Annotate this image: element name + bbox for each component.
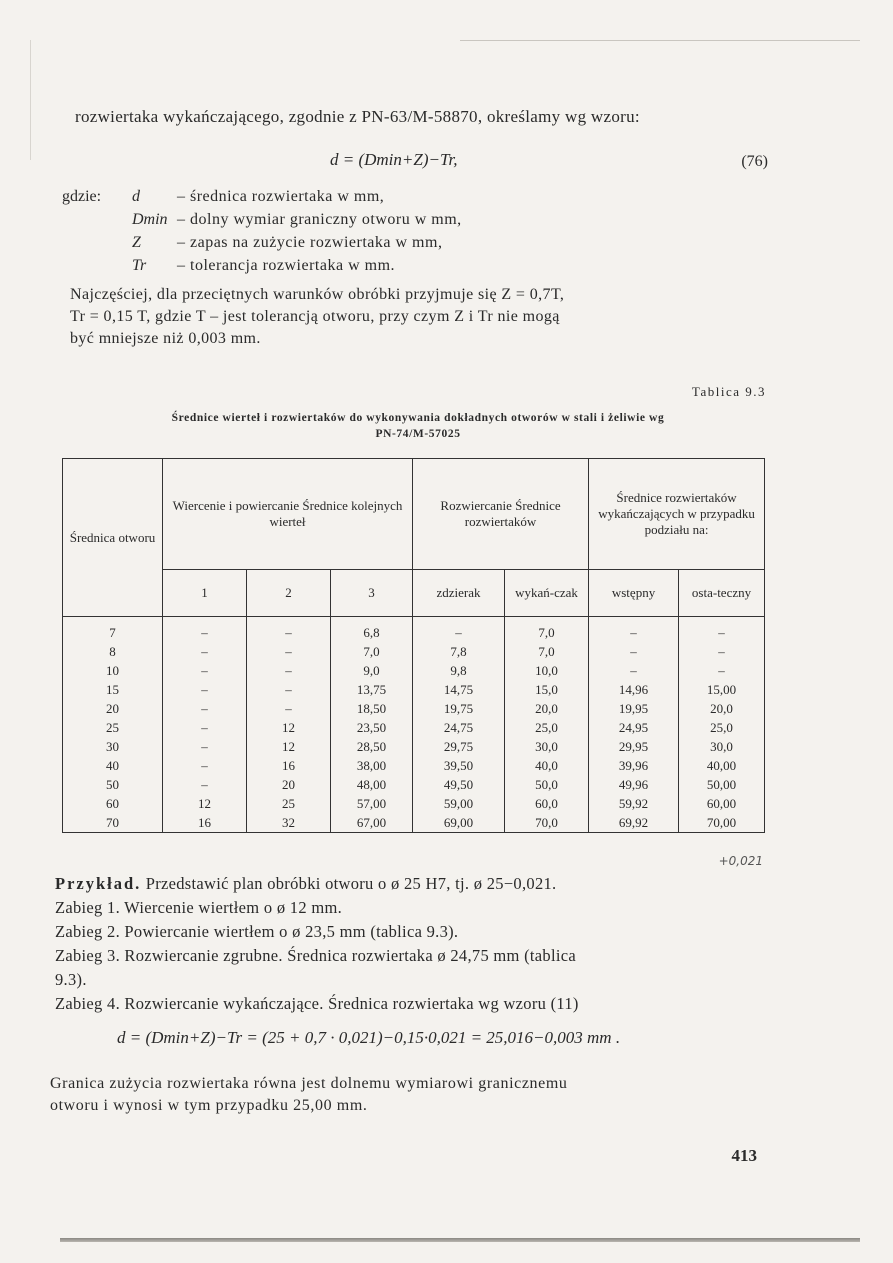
definition-text: – zapas na zużycie rozwiertaka w mm, — [177, 234, 443, 251]
drill-reamer-table — [62, 458, 765, 833]
table-title — [68, 410, 768, 442]
table-cell: 70,00 — [679, 813, 765, 833]
table-row — [63, 737, 765, 756]
table-cell: 14,75 — [413, 680, 505, 699]
table-cell: 30,0 — [505, 737, 589, 756]
table-cell: 14,96 — [589, 680, 679, 699]
example-line-1 — [55, 872, 775, 896]
table-row — [63, 642, 765, 661]
table-cell: – — [247, 617, 331, 643]
table-row — [63, 775, 765, 794]
table-cell: 29,75 — [413, 737, 505, 756]
paragraph-line: być mniejsze niż 0,003 mm. — [70, 330, 261, 347]
table-cell: 25,0 — [679, 718, 765, 737]
table-title-line: Średnice wierteł i rozwiertaków do wykonywania dokładnych otworów w stali i żeliwie wg — [171, 412, 665, 424]
table-cell: 30,0 — [679, 737, 765, 756]
table-cell: 8 — [63, 642, 163, 661]
body-paragraph — [70, 284, 790, 350]
table-cell: 16 — [163, 813, 247, 833]
table-cell: – — [163, 775, 247, 794]
table-cell: 59,92 — [589, 794, 679, 813]
definitions-list — [62, 188, 462, 280]
table-cell: 50,00 — [679, 775, 765, 794]
header-drilling: Wiercenie i powiercanie Średnice kolejnych wierteł — [163, 459, 413, 570]
table-cell: 6,8 — [331, 617, 413, 643]
table-cell: 38,00 — [331, 756, 413, 775]
table-cell: 30 — [63, 737, 163, 756]
example-heading: Przykład. — [55, 874, 142, 893]
table-cell: 9,0 — [331, 661, 413, 680]
definition-symbol: Tr — [132, 257, 147, 274]
table-cell: 20,0 — [679, 699, 765, 718]
table-cell: 7,0 — [505, 642, 589, 661]
table-cell: 50 — [63, 775, 163, 794]
subheader-initial: wstępny — [589, 570, 679, 617]
table-cell: 15,00 — [679, 680, 765, 699]
definition-label: gdzie: — [62, 188, 102, 205]
scan-edge-bottom — [60, 1238, 860, 1242]
table-cell: – — [247, 661, 331, 680]
table-row — [63, 756, 765, 775]
table-body — [63, 617, 765, 833]
table-cell: – — [247, 642, 331, 661]
table-cell: 10,0 — [505, 661, 589, 680]
example-step-4: Zabieg 4. Rozwiercanie wykańczające. Średnica rozwiertaka wg wzoru (11) — [55, 994, 579, 1013]
subheader-2: 2 — [247, 570, 331, 617]
ending-line: Granica zużycia rozwiertaka równa jest dolnemu wymiarowi granicznemu — [50, 1075, 568, 1092]
table-row — [63, 617, 765, 643]
table-cell: 67,00 — [331, 813, 413, 833]
example-text: Przedstawić plan obróbki otworu o ø 25 H7, tj. ø 25−0,021. — [145, 874, 557, 893]
definition-row — [62, 257, 462, 280]
equation-number: (76) — [741, 153, 768, 170]
table-cell: 70 — [63, 813, 163, 833]
header-reaming: Rozwiercanie Średnice rozwiertaków — [413, 459, 589, 570]
table-title-line: PN-74/M-57025 — [375, 428, 461, 440]
table-row — [63, 813, 765, 833]
formula-76: d = (Dmin+Z)−Tr, — [330, 150, 458, 169]
table-cell: 49,96 — [589, 775, 679, 794]
table-cell: 24,95 — [589, 718, 679, 737]
table-row — [63, 699, 765, 718]
table-cell: – — [589, 661, 679, 680]
table-number: Tablica 9.3 — [691, 384, 766, 399]
table-cell: 7,8 — [413, 642, 505, 661]
table-cell: 20 — [247, 775, 331, 794]
table-cell: – — [163, 680, 247, 699]
intro-line: rozwiertaka wykańczającego, zgodnie z PN-63/M-58870, określamy wg wzoru: — [75, 107, 640, 126]
table-row — [63, 661, 765, 680]
definition-text: – średnica rozwiertaka w mm, — [177, 188, 385, 205]
ending-paragraph — [50, 1073, 568, 1117]
table-row — [63, 680, 765, 699]
table-cell: 60,0 — [505, 794, 589, 813]
table-cell: – — [413, 617, 505, 643]
definition-symbol: Dmin — [132, 211, 168, 228]
header-finishing: Średnice rozwiertaków wykańczających w przypadku podziału na: — [589, 459, 765, 570]
table-cell: 50,0 — [505, 775, 589, 794]
example-step-2: Zabieg 2. Powiercanie wiertłem o ø 23,5 mm (tablica 9.3). — [55, 922, 459, 941]
header-diameter: Średnica otworu — [63, 459, 163, 617]
table-cell: 60 — [63, 794, 163, 813]
table-cell: – — [679, 661, 765, 680]
definition-symbol: d — [132, 188, 140, 205]
scan-edge-top — [460, 40, 860, 41]
example-step-3b: 9.3). — [55, 970, 87, 989]
table-cell: 24,75 — [413, 718, 505, 737]
definition-row — [62, 188, 462, 211]
table-cell: 25 — [247, 794, 331, 813]
table-cell: 39,96 — [589, 756, 679, 775]
table-cell: 19,95 — [589, 699, 679, 718]
table-cell: 16 — [247, 756, 331, 775]
table-cell: 40 — [63, 756, 163, 775]
table-cell: 7,0 — [331, 642, 413, 661]
table-cell: 32 — [247, 813, 331, 833]
table-cell: – — [163, 756, 247, 775]
table-cell: – — [679, 617, 765, 643]
table-cell: – — [679, 642, 765, 661]
definition-row — [62, 234, 462, 257]
subheader-roughing: zdzierak — [413, 570, 505, 617]
table-cell: 10 — [63, 661, 163, 680]
table-cell: 19,75 — [413, 699, 505, 718]
table-cell: 60,00 — [679, 794, 765, 813]
table-cell: 29,95 — [589, 737, 679, 756]
table-cell: – — [163, 617, 247, 643]
table-cell: 15,0 — [505, 680, 589, 699]
table-cell: 20,0 — [505, 699, 589, 718]
subheader-3: 3 — [331, 570, 413, 617]
table-cell: 48,00 — [331, 775, 413, 794]
formula-final: d = (Dmin+Z)−Tr = (25 + 0,7 · 0,021)−0,15·0,021 = 25,016−0,003 mm . — [117, 1028, 621, 1047]
table-cell: 25 — [63, 718, 163, 737]
table-cell: 23,50 — [331, 718, 413, 737]
table-row — [63, 794, 765, 813]
example-step-1: Zabieg 1. Wiercenie wiertłem o ø 12 mm. — [55, 898, 343, 917]
table-cell: – — [589, 617, 679, 643]
definition-text: – tolerancja rozwiertaka w mm. — [177, 257, 396, 274]
table-cell: 12 — [163, 794, 247, 813]
table-cell: – — [163, 642, 247, 661]
table-cell: – — [247, 699, 331, 718]
table-cell: 15 — [63, 680, 163, 699]
table-cell: – — [589, 642, 679, 661]
table-cell: 69,92 — [589, 813, 679, 833]
subheader-finishing: wykań-czak — [505, 570, 589, 617]
definition-text: – dolny wymiar graniczny otworu w mm, — [177, 211, 462, 228]
table-cell: 20 — [63, 699, 163, 718]
table-cell: 70,0 — [505, 813, 589, 833]
table-cell: 39,50 — [413, 756, 505, 775]
subheader-1: 1 — [163, 570, 247, 617]
table-cell: 13,75 — [331, 680, 413, 699]
scan-edge-left — [30, 40, 31, 160]
table-cell: 9,8 — [413, 661, 505, 680]
table-cell: 25,0 — [505, 718, 589, 737]
table-cell: 40,0 — [505, 756, 589, 775]
table-cell: 12 — [247, 737, 331, 756]
paragraph-line: Tr = 0,15 T, gdzie T – jest tolerancją otworu, przy czym Z i Tr nie mogą — [70, 308, 560, 325]
table-cell: – — [163, 718, 247, 737]
table-cell: 18,50 — [331, 699, 413, 718]
example-block — [55, 872, 775, 1016]
table-row — [63, 718, 765, 737]
table-cell: – — [163, 699, 247, 718]
table-cell: 12 — [247, 718, 331, 737]
table-cell: – — [247, 680, 331, 699]
table-cell: 59,00 — [413, 794, 505, 813]
table-cell: 40,00 — [679, 756, 765, 775]
paragraph-line: Najczęściej, dla przeciętnych warunków obróbki przyjmuje się Z = 0,7T, — [70, 286, 565, 303]
table-cell: 7 — [63, 617, 163, 643]
page-number: 413 — [731, 1146, 757, 1165]
definition-symbol: Z — [132, 234, 141, 251]
table-cell: 69,00 — [413, 813, 505, 833]
example-step-3a: Zabieg 3. Rozwiercanie zgrubne. Średnica rozwiertaka ø 24,75 mm (tablica — [55, 946, 576, 965]
definition-row — [62, 211, 462, 234]
table-cell: – — [163, 737, 247, 756]
subheader-final: osta-teczny — [679, 570, 765, 617]
table-cell: 7,0 — [505, 617, 589, 643]
ending-line: otworu i wynosi w tym przypadku 25,00 mm. — [50, 1097, 368, 1114]
table-cell: 49,50 — [413, 775, 505, 794]
table-cell: – — [163, 661, 247, 680]
table-cell: 57,00 — [331, 794, 413, 813]
tolerance-note: +0,021 — [718, 854, 763, 868]
table-cell: 28,50 — [331, 737, 413, 756]
